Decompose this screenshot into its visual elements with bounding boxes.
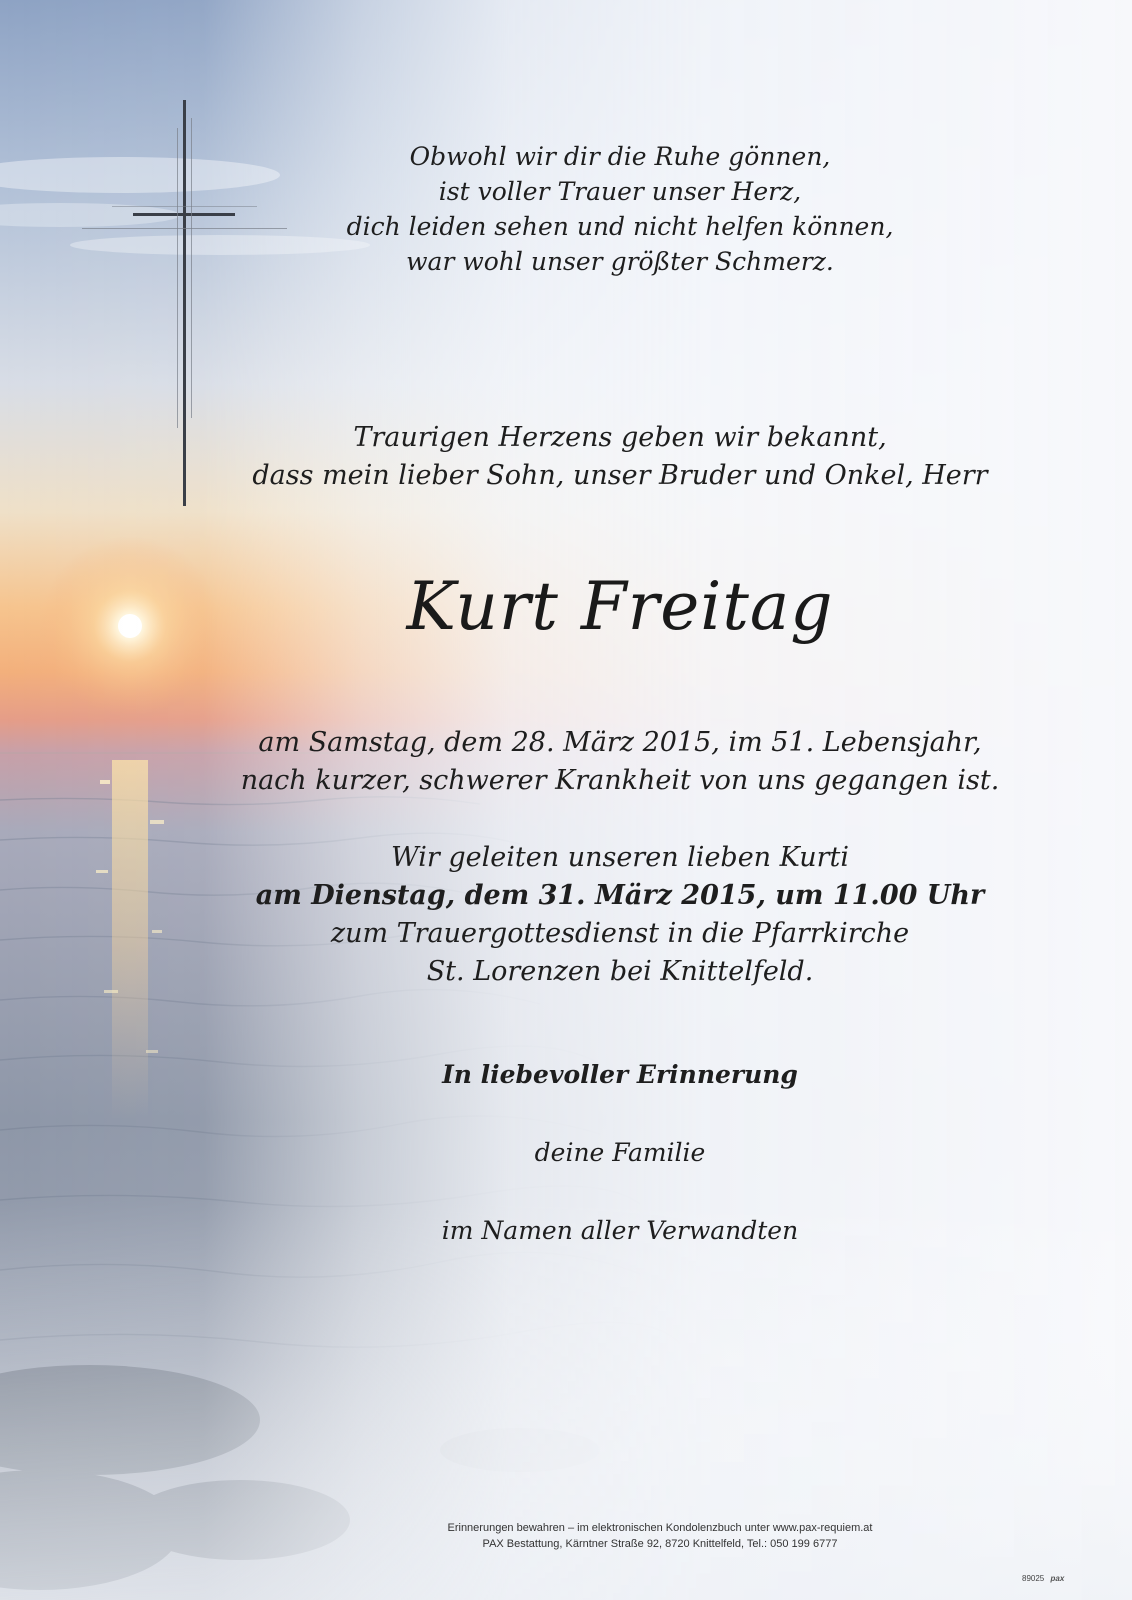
pax-logo: pax bbox=[1050, 1574, 1065, 1583]
poem-line-4: war wohl unser größter Schmerz. bbox=[406, 247, 834, 276]
announcement-line-1: Traurigen Herzens geben wir bekannt, bbox=[353, 422, 887, 453]
poem-line-2: ist voller Trauer unser Herz, bbox=[438, 177, 802, 206]
relatives: im Namen aller Verwandten bbox=[441, 1216, 799, 1245]
death-notice-line-1: am Samstag, dem 28. März 2015, im 51. Lebensjahr, bbox=[258, 727, 982, 758]
family: deine Familie bbox=[534, 1138, 706, 1167]
footer-line-2: PAX Bestattung, Kärntner Straße 92, 8720 Knittelfeld, Tel.: 050 199 6777 bbox=[482, 1538, 838, 1550]
announcement-line-2: dass mein lieber Sohn, unser Bruder und Onkel, Herr bbox=[252, 460, 988, 491]
funeral-location: St. Lorenzen bei Knittelfeld. bbox=[426, 956, 814, 987]
deceased-name: Kurt Freitag bbox=[406, 568, 834, 645]
print-code bbox=[1022, 1574, 1064, 1583]
footer-line-1: Erinnerungen bewahren – im elektronischen Kondolenzbuch unter www.pax-requiem.at bbox=[447, 1522, 873, 1534]
print-code-number: 89025 bbox=[1022, 1574, 1045, 1583]
poem-line-3: dich leiden sehen und nicht helfen können, bbox=[346, 212, 894, 241]
funeral-date: am Dienstag, dem 31. März 2015, um 11.00 Uhr bbox=[255, 880, 985, 911]
funeral-line-1: Wir geleiten unseren lieben Kurti bbox=[390, 842, 850, 873]
funeral-line-3: zum Trauergottesdienst in die Pfarrkirche bbox=[330, 918, 910, 949]
poem-line-1: Obwohl wir dir die Ruhe gönnen, bbox=[409, 142, 831, 171]
remembrance: In liebevoller Erinnerung bbox=[442, 1060, 798, 1089]
death-notice-line-2: nach kurzer, schwerer Krankheit von uns gegangen ist. bbox=[240, 765, 1000, 796]
